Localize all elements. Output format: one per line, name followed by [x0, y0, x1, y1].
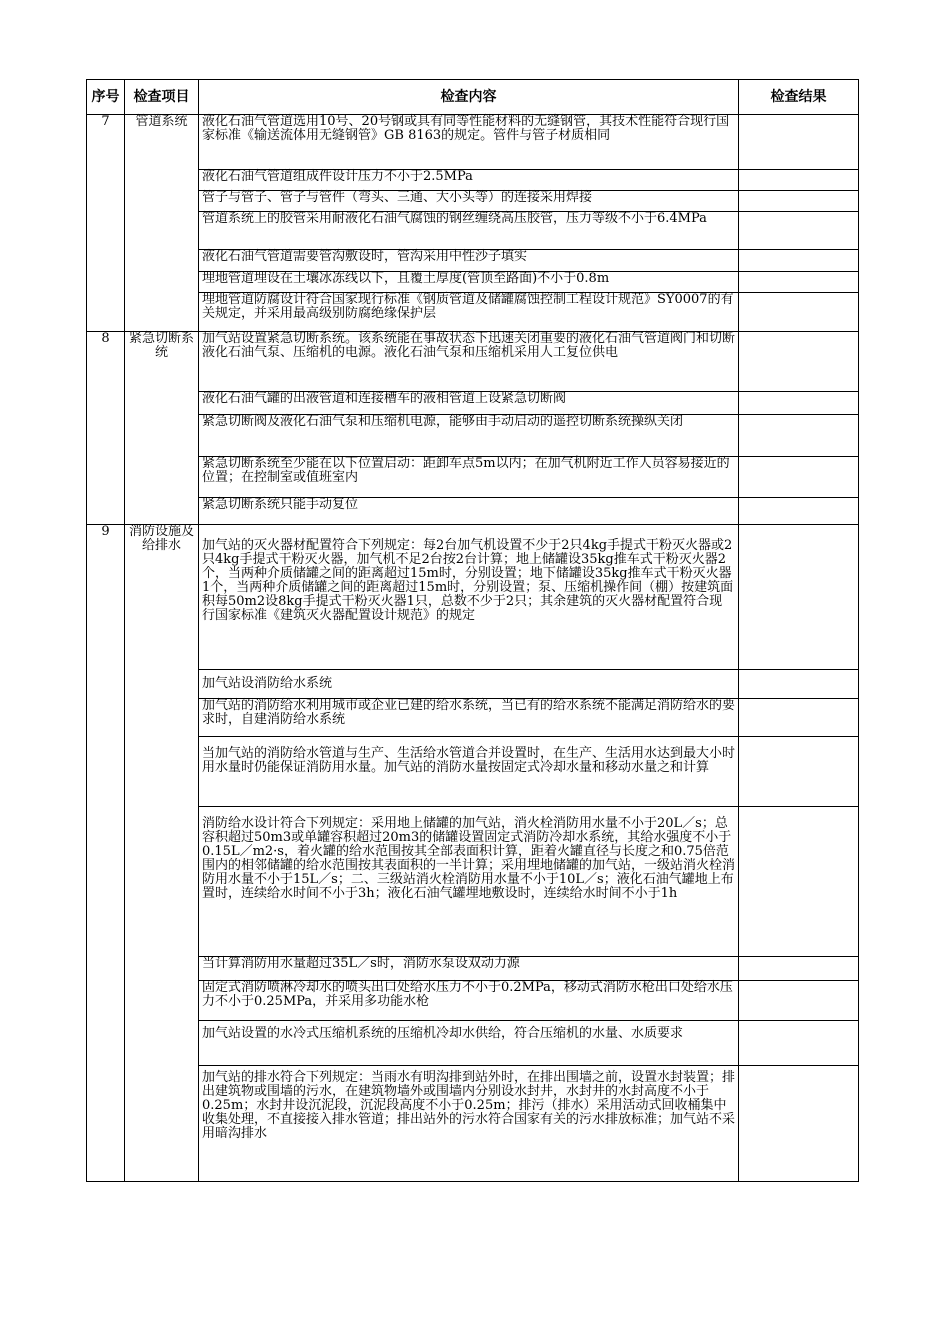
table-row	[87, 807, 859, 957]
check-content: 加气站的灭火器材配置符合下列规定：每2台加气机设置不少于2只4kg手提式干粉灭火器或2只4kg手提式干粉灭火器，加气机不足2台按2台计算；地上储罐设35kg推车式干粉灭火器2个，当两种介质储罐之间的距离超过15m时，分别设置；地下储罐设35kg推车式干粉灭火器1个，当两种介质储罐之间的距离超过15m时，分别设置；泵、压缩机操作间（棚）按建筑面积每50m2设8kg手提式干粉灭火器1只，总数不少于2只；其余建筑的灭火器材配置符合现行国家标准《建筑灭火器配置设计规范》的规定	[199, 525, 739, 670]
check-content: 埋地管道防腐设计符合国家现行标准《钢质管道及储罐腐蚀控制工程设计规范》SY0007的有关规定，并采用最高级别防腐绝缘保护层	[199, 293, 739, 332]
check-content: 加气站设消防给水系统	[199, 670, 739, 699]
check-content: 液化石油气管道选用10号、20号钢或具有同等性能材料的无缝钢管，其技术性能符合现行国家标准《输送流体用无缝钢管》GB 8163的规定。管件与管子材质相同	[199, 115, 739, 170]
header-seq: 序号	[87, 80, 125, 115]
table-row	[87, 1021, 859, 1066]
section-item: 紧急切断系统	[125, 332, 199, 525]
check-result	[739, 272, 859, 293]
check-result	[739, 1066, 859, 1182]
table-row	[87, 212, 859, 250]
check-result	[739, 525, 859, 670]
check-result	[739, 332, 859, 392]
check-content: 液化石油气管道需要管沟敷设时，管沟采用中性沙子填实	[199, 250, 739, 272]
table-row	[87, 272, 859, 293]
table-row	[87, 332, 859, 392]
check-result	[739, 957, 859, 981]
header-item: 检查项目	[125, 80, 199, 115]
table-row	[87, 525, 859, 670]
section-seq: 8	[87, 332, 125, 525]
inspection-table	[86, 79, 859, 1182]
check-result	[739, 457, 859, 498]
section-seq: 9	[87, 525, 125, 1182]
table-row	[87, 191, 859, 212]
section-item: 管道系统	[125, 115, 199, 332]
check-content: 当计算消防用水量超过35L／s时，消防水泵设双动力源	[199, 957, 739, 981]
check-result	[739, 699, 859, 737]
check-result	[739, 415, 859, 457]
check-content: 紧急切断系统只能手动复位	[199, 498, 739, 525]
check-result	[739, 498, 859, 525]
check-result	[739, 737, 859, 807]
check-content: 消防给水设计符合下列规定：采用地上储罐的加气站，消火栓消防用水量不小于20L／s；总容积超过50m3或单罐容积超过20m3的储罐设置固定式消防冷却水系统，其给水强度不小于0.15L／m2·s，着火罐的给水范围按其全部表面积计算，距着火罐直径与长度之和0.75倍范围内的相邻储罐的给水范围按其表面积的一半计算；采用埋地储罐的加气站，一级站消火栓消防用水量不小于15L／s；二、三级站消火栓消防用水量不小于10L／s；液化石油气罐地上布置时，连续给水时间不小于3h；液化石油气罐埋地敷设时，连续给水时间不小于1h	[199, 807, 739, 957]
check-content: 埋地管道埋设在土壤冰冻线以下，且覆土厚度(管顶至路面)不小于0.8m	[199, 272, 739, 293]
header-content: 检查内容	[199, 80, 739, 115]
table-row	[87, 170, 859, 191]
table-row	[87, 957, 859, 981]
table-row	[87, 115, 859, 170]
table-row	[87, 293, 859, 332]
check-result	[739, 392, 859, 415]
check-content: 紧急切断阀及液化石油气泵和压缩机电源，能够由手动启动的遥控切断系统操纵关闭	[199, 415, 739, 457]
header-row	[87, 80, 859, 115]
check-result	[739, 670, 859, 699]
table-row	[87, 457, 859, 498]
table-row	[87, 392, 859, 415]
table-row	[87, 670, 859, 699]
table-row	[87, 250, 859, 272]
check-content: 管道系统上的胶管采用耐液化石油气腐蚀的钢丝缠绕高压胶管，压力等级不小于6.4MPa	[199, 212, 739, 250]
table-row	[87, 981, 859, 1021]
table-row	[87, 737, 859, 807]
header-result: 检查结果	[739, 80, 859, 115]
check-result	[739, 293, 859, 332]
table-row	[87, 1066, 859, 1182]
check-content: 管子与管子、管子与管件（弯头、三通、大小头等）的连接采用焊接	[199, 191, 739, 212]
section-item: 消防设施及给排水	[125, 525, 199, 1182]
check-content: 加气站设置紧急切断系统。该系统能在事故状态下迅速关闭重要的液化石油气管道阀门和切断液化石油气泵、压缩机的电源。液化石油气泵和压缩机采用人工复位供电	[199, 332, 739, 392]
check-result	[739, 115, 859, 170]
check-result	[739, 191, 859, 212]
check-content: 固定式消防喷淋冷却水的喷头出口处给水压力不小于0.2MPa，移动式消防水枪出口处给水压力不小于0.25MPa，并采用多功能水枪	[199, 981, 739, 1021]
check-result	[739, 981, 859, 1021]
check-content: 液化石油气管道组成件设计压力不小于2.5MPa	[199, 170, 739, 191]
check-content: 当加气站的消防给水管道与生产、生活给水管道合并设置时，在生产、生活用水达到最大小时用水量时仍能保证消防用水量。加气站的消防水量按固定式冷却水量和移动水量之和计算	[199, 737, 739, 807]
check-result	[739, 170, 859, 191]
check-content: 紧急切断系统至少能在以下位置启动：距卸车点5m以内；在加气机附近工作人员容易接近的位置；在控制室或值班室内	[199, 457, 739, 498]
check-content: 液化石油气罐的出液管道和连接槽车的液相管道上设紧急切断阀	[199, 392, 739, 415]
check-result	[739, 1021, 859, 1066]
section-seq: 7	[87, 115, 125, 332]
check-content: 加气站的排水符合下列规定：当雨水有明沟排到站外时，在排出围墙之前，设置水封装置；排出建筑物或围墙的污水，在建筑物墙外或围墙内分别设水封井，水封井的水封高度不小于0.25m；水封井设沉泥段，沉泥段高度不小于0.25m；排污（排水）采用活动式回收桶集中收集处理，不直接接入排水管道；排出站外的污水符合国家有关的污水排放标准；加气站不采用暗沟排水	[199, 1066, 739, 1182]
check-content: 加气站的消防给水利用城市或企业已建的给水系统，当已有的给水系统不能满足消防给水的要求时，自建消防给水系统	[199, 699, 739, 737]
table-row	[87, 498, 859, 525]
table-row	[87, 415, 859, 457]
check-result	[739, 212, 859, 250]
check-result	[739, 807, 859, 957]
table-row	[87, 699, 859, 737]
check-result	[739, 250, 859, 272]
check-content: 加气站设置的水冷式压缩机系统的压缩机冷却水供给，符合压缩机的水量、水质要求	[199, 1021, 739, 1066]
